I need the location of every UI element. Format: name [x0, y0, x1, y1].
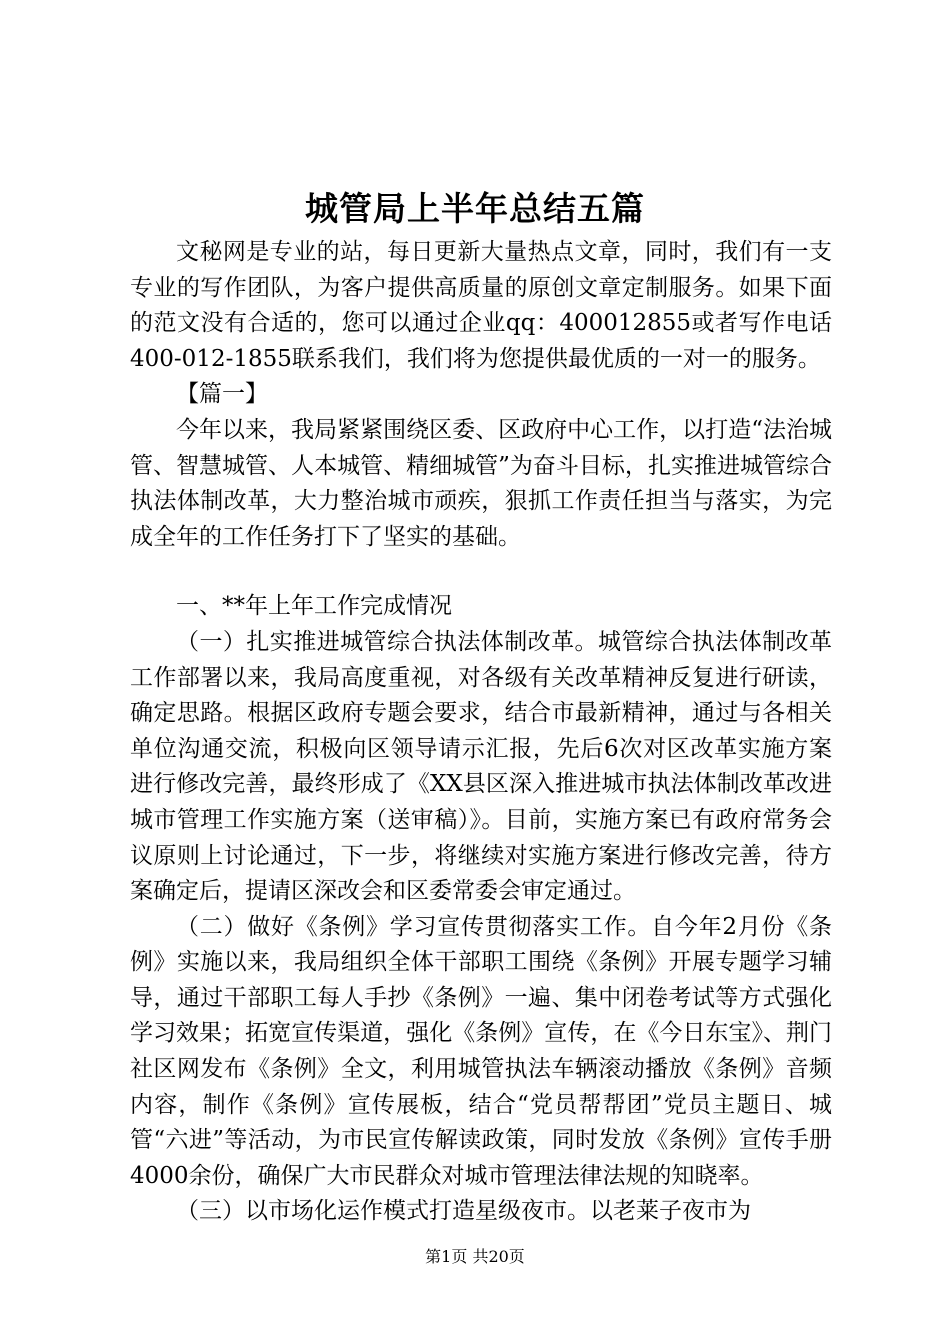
section-heading: 一、**年上年工作完成情况 — [176, 593, 452, 620]
item-paragraph-3: （三）以市场化运作模式打造星级夜市。以老莱子夜市为 — [176, 1198, 751, 1225]
intro-paragraph: 文秘网是专业的站，每日更新大量热点文章，同时，我们有一支专业的写作团队，为客户提供高质量的原创文章定制服务。如果下面的范文没有合适的，您可以通过企业qq：400012855或者写作电话400-012-1855联系我们，我们将为您提供最优质的一对一的服务。 — [130, 239, 832, 372]
section-label: 【篇一】 — [176, 381, 268, 408]
opening-paragraph: 今年以来，我局紧紧围绕区委、区政府中心工作，以打造“法治城管、智慧城管、人本城管、精细城管”为奋斗目标，扎实推进城管综合执法体制改革，大力整治城市顽疾，狠抓工作责任担当与落实，为完成全年的工作任务打下了坚实的基础。 — [130, 416, 832, 550]
document-title: 城管局上半年总结五篇 — [305, 189, 645, 228]
paragraph-gap — [130, 555, 832, 589]
item-paragraph-2: （二）做好《条例》学习宣传贯彻落实工作。自今年2月份《条例》实施以来，我局组织全体干部职工围绕《条例》开展专题学习辅导，通过干部职工每人手抄《条例》一遍、集中闭卷考试等方式强化学习效果；拓宽宣传渠道，强化《条例》宣传，在《今日东宝》、荆门社区网发布《条例》全文，利用城管执法车辆滚动播放《条例》音频内容，制作《条例》宣传展板，结合“党员帮帮团”党员主题日、城管“六进”等活动，为市民宣传解读政策，同时发放《条例》宣传手册4000余份，确保广大市民群众对城市管理法律法规的知晓率。 — [130, 913, 832, 1189]
page-footer: 第1页 共20页 — [425, 1247, 525, 1266]
document-body — [130, 235, 832, 1230]
item-paragraph-1: （一）扎实推进城管综合执法体制改革。城管综合执法体制改革工作部署以来，我局高度重视，对各级有关改革精神反复进行研读，确定思路。根据区政府专题会要求，结合市最新精神，通过与各相关单位沟通交流，积极向区领导请示汇报，先后6次对区改革实施方案进行修改完善，最终形成了《XX县区深入推进城市执法体制改革改进城市管理工作实施方案（送审稿）》。目前，实施方案已有政府常务会议原则上讨论通过，下一步，将继续对实施方案进行修改完善，待方案确定后，提请区深改会和区委常委会审定通过。 — [130, 628, 832, 905]
